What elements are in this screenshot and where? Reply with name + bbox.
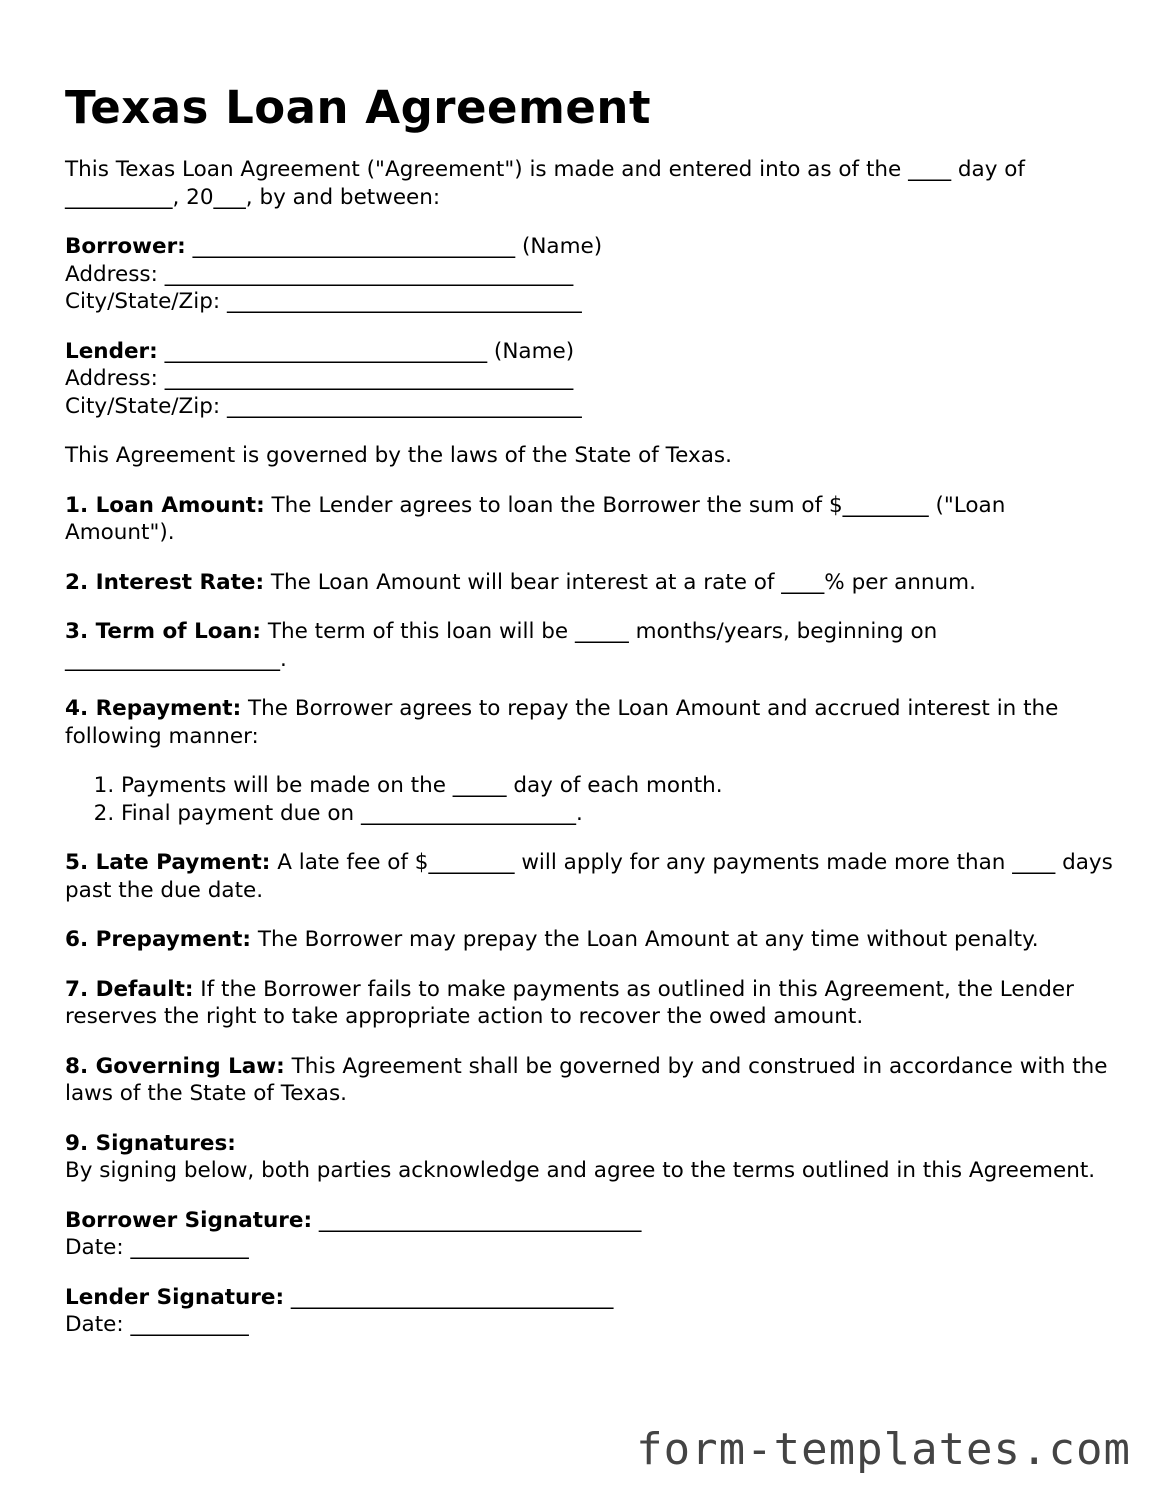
section-signatures bbox=[65, 1130, 1115, 1185]
lender-signature-line bbox=[65, 1284, 1115, 1312]
section-text: If the Borrower fails to make payments as outlined in this Agreement, the Lender reserves the right to take appropriate action to recover the owed amount. bbox=[65, 976, 1074, 1029]
borrower-name-field: ______________________________ (Name) bbox=[185, 234, 603, 259]
list-item: 2. Final payment due on ____________________. bbox=[121, 800, 1115, 828]
section-heading: 9. Signatures: bbox=[65, 1130, 236, 1156]
section-heading: 2. Interest Rate: bbox=[65, 569, 265, 595]
lender-signature-label: Lender Signature: bbox=[65, 1284, 285, 1310]
section-text: The Borrower may prepay the Loan Amount at any time without penalty. bbox=[250, 927, 1039, 952]
section-text: This Agreement shall be governed by and construed in accordance with the laws of the State of Texas. bbox=[65, 1053, 1108, 1106]
lender-label: Lender: bbox=[65, 338, 158, 364]
repayment-list bbox=[65, 772, 1115, 827]
list-item: 1. Payments will be made on the _____ day of each month. bbox=[121, 772, 1115, 800]
document-page bbox=[65, 78, 1115, 1361]
section-text: By signing below, both parties acknowledge and agree to the terms outlined in this Agreement. bbox=[65, 1158, 1096, 1183]
lender-date: Date: ___________ bbox=[65, 1312, 249, 1337]
watermark: form-templates.com bbox=[636, 1424, 1131, 1475]
page-title: Texas Loan Agreement bbox=[65, 81, 651, 134]
section-governing-law bbox=[65, 1053, 1115, 1108]
lender-city: City/State/Zip: _________________________________ bbox=[65, 393, 582, 419]
section-interest-rate bbox=[65, 569, 1115, 597]
section-text: The Loan Amount will bear interest at a rate of ____% per annum. bbox=[264, 569, 976, 595]
section-heading: 3. Term of Loan: bbox=[65, 619, 261, 644]
lender-block bbox=[65, 338, 1115, 421]
section-heading: 1. Loan Amount: bbox=[65, 492, 265, 518]
section-repayment bbox=[65, 695, 1115, 750]
section-loan-amount bbox=[65, 492, 1115, 547]
borrower-label: Borrower: bbox=[65, 234, 186, 259]
lender-signature-block bbox=[65, 1284, 1115, 1339]
borrower-signature-label: Borrower Signature: bbox=[65, 1207, 313, 1233]
governed-statement: This Agreement is governed by the laws of the State of Texas. bbox=[65, 443, 732, 468]
lender-signature-field: ______________________________ bbox=[284, 1284, 614, 1310]
lender-address: Address: ______________________________________ bbox=[65, 366, 574, 391]
section-text: The Lender agrees to loan the Borrower the sum of $________ ("Loan Amount"). bbox=[65, 492, 1006, 545]
section-term-of-loan bbox=[65, 618, 1115, 673]
section-heading: 7. Default: bbox=[65, 976, 194, 1002]
section-heading: 6. Prepayment: bbox=[65, 927, 251, 952]
borrower-block bbox=[65, 233, 1115, 316]
section-prepayment bbox=[65, 926, 1115, 954]
borrower-address: Address: ______________________________________ bbox=[65, 261, 574, 287]
section-default bbox=[65, 976, 1115, 1031]
borrower-signature-field: ______________________________ bbox=[312, 1207, 642, 1233]
section-text: The term of this loan will be _____ months/years, beginning on ____________________. bbox=[65, 619, 938, 672]
section-heading: 8. Governing Law: bbox=[65, 1053, 285, 1079]
borrower-city: City/State/Zip: _________________________________ bbox=[65, 289, 582, 314]
section-heading: 4. Repayment: bbox=[65, 696, 242, 721]
section-text: A late fee of $________ will apply for any payments made more than ____ days past the due date. bbox=[65, 850, 1113, 903]
lender-name-field: ______________________________ (Name) bbox=[157, 338, 575, 364]
borrower-date: Date: ___________ bbox=[65, 1235, 249, 1260]
intro-paragraph: This Texas Loan Agreement ("Agreement") is made and entered into as of the ____ day of __________, 20___, by and between: bbox=[65, 157, 1026, 210]
borrower-name-line bbox=[65, 233, 1115, 261]
section-text: The Borrower agrees to repay the Loan Amount and accrued interest in the following manner: bbox=[65, 696, 1059, 749]
lender-name-line bbox=[65, 338, 1115, 366]
borrower-signature-block bbox=[65, 1207, 1115, 1262]
borrower-signature-line bbox=[65, 1207, 1115, 1235]
section-late-payment bbox=[65, 849, 1115, 904]
section-heading: 5. Late Payment: bbox=[65, 850, 271, 875]
